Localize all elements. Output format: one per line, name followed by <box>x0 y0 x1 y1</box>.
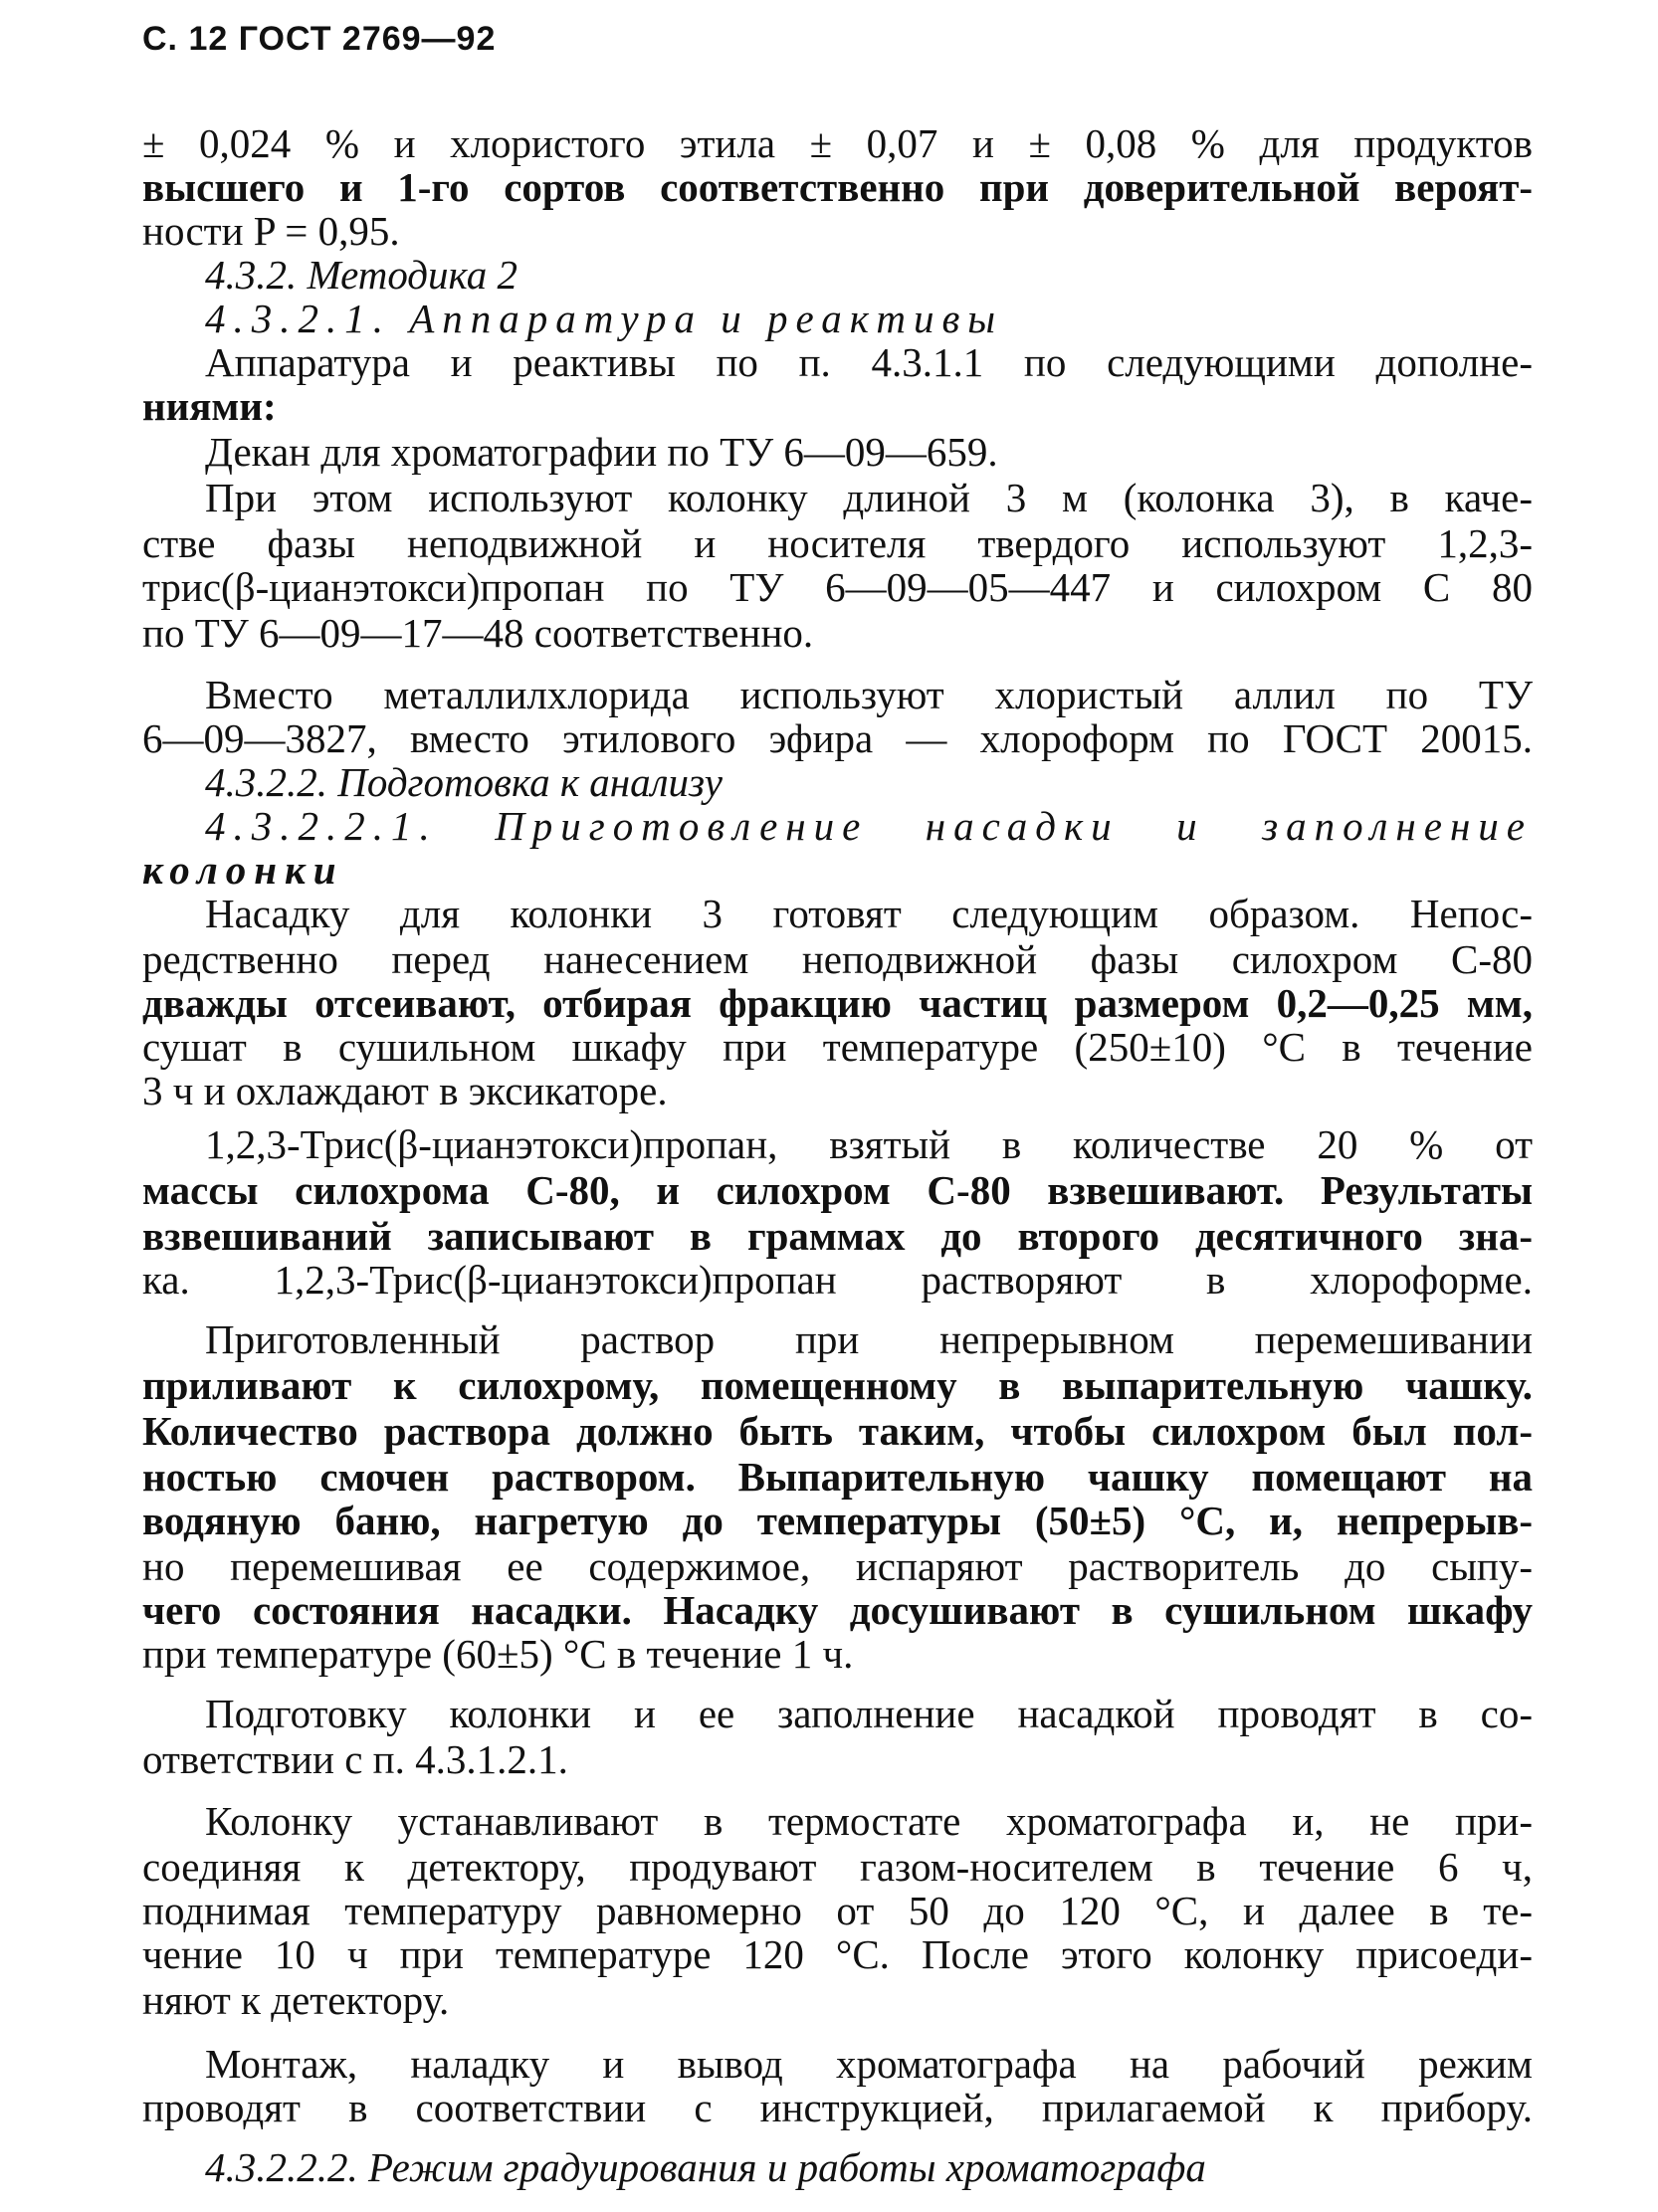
section-heading: 4.3.2.2. Подготовка к анализу <box>205 759 723 805</box>
text-line: поднимая температуру равномерно от 50 до 120 °С, и далее в те- <box>142 1888 1533 1933</box>
text-line: трис(β-цианэтокси)пропан по ТУ 6—09—05—447 и силохром С 80 <box>142 564 1533 610</box>
text-line: но перемешивая ее содержимое, испаряют растворитель до сыпу- <box>142 1543 1533 1589</box>
text-line: чего состояния насадки. Насадку досушивают в сушильном шкафу <box>142 1587 1533 1633</box>
text-line: ности P = 0,95. <box>142 208 400 254</box>
text-line: Монтаж, наладку и вывод хроматографа на рабочий режим <box>205 2041 1533 2087</box>
text-line: при температуре (60±5) °С в течение 1 ч. <box>142 1631 854 1677</box>
text-line: редственно перед нанесением неподвижной фазы силохром С-80 <box>142 936 1533 982</box>
text-line: При этом используют колонку длиной 3 м (колонка 3), в каче- <box>205 475 1533 520</box>
text-line: Насадку для колонки 3 готовят следующим образом. Непос- <box>205 891 1533 936</box>
section-heading: 4.3.2. Методика 2 <box>205 252 518 298</box>
text-line: ка. 1,2,3-Трис(β-цианэтокси)пропан растворяют в хлороформе. <box>142 1257 1533 1303</box>
text-line: водяную баню, нагретую до температуры (50±5) °С, и, непрерыв- <box>142 1498 1533 1543</box>
text-line: чение 10 ч при температуре 120 °С. После этого колонку присоеди- <box>142 1931 1533 1977</box>
text-line: Вместо металлилхлорида используют хлористый аллил по ТУ <box>205 672 1533 717</box>
text-line: ностью смочен раствором. Выпарительную чашку помещают на <box>142 1454 1533 1500</box>
text-line: Декан для хроматографии по ТУ 6—09—659. <box>205 429 998 475</box>
text-line: Подготовку колонки и ее заполнение насадкой проводят в со- <box>205 1691 1533 1736</box>
text-line: 3 ч и охлаждают в эксикаторе. <box>142 1068 668 1113</box>
text-line: Количество раствора должно быть таким, чтобы силохром был пол- <box>142 1408 1533 1454</box>
text-line: высшего и 1-го сортов соответственно при доверительной вероят- <box>142 164 1533 210</box>
text-line: приливают к силохрому, помещенному в выпарительную чашку. <box>142 1362 1533 1408</box>
text-line: дважды отсеивают, отбирая фракцию частиц размером 0,2—0,25 мм, <box>142 980 1533 1026</box>
text-line: няют к детектору. <box>142 1977 450 2023</box>
text-line: по ТУ 6—09—17—48 соответственно. <box>142 610 814 656</box>
text-line: Колонку устанавливают в термостате хроматографа и, не при- <box>205 1798 1533 1844</box>
page-header: С. 12 ГОСТ 2769—92 <box>142 20 497 58</box>
text-line: проводят в соответствии с инструкцией, прилагаемой к прибору. <box>142 2085 1533 2130</box>
text-line: 6—09—3827, вместо этилового эфира — хлороформ по ГОСТ 20015. <box>142 715 1533 761</box>
text-line: ± 0,024 % и хлористого этила ± 0,07 и ± 0,08 % для продуктов <box>142 120 1533 166</box>
text-line: ниями: <box>142 383 277 429</box>
text-line: массы силохрома С-80, и силохром С-80 взвешивают. Результаты <box>142 1167 1533 1213</box>
section-heading: колонки <box>142 847 344 893</box>
section-heading: 4.3.2.2.1. Приготовление насадки и заполнение <box>205 803 1533 849</box>
text-line: Аппаратура и реактивы по п. 4.3.1.1 по следующими дополне- <box>205 339 1533 385</box>
text-line: Приготовленный раствор при непрерывном перемешивании <box>205 1316 1533 1362</box>
text-line: 1,2,3-Трис(β-цианэтокси)пропан, взятый в количестве 20 % от <box>205 1121 1533 1167</box>
text-line: ответствии с п. 4.3.1.2.1. <box>142 1736 568 1782</box>
section-heading: 4.3.2.1. Аппаратура и реактивы <box>205 296 1004 341</box>
text-line: сушат в сушильном шкафу при температуре (250±10) °С в течение <box>142 1024 1533 1070</box>
section-heading: 4.3.2.2.2. Режим градуирования и работы хроматографа <box>205 2144 1206 2190</box>
text-line: взвешиваний записывают в граммах до второго десятичного зна- <box>142 1213 1533 1259</box>
text-line: стве фазы неподвижной и носителя твердого используют 1,2,3- <box>142 520 1533 566</box>
text-line: соединяя к детектору, продувают газом-носителем в течение 6 ч, <box>142 1844 1533 1890</box>
